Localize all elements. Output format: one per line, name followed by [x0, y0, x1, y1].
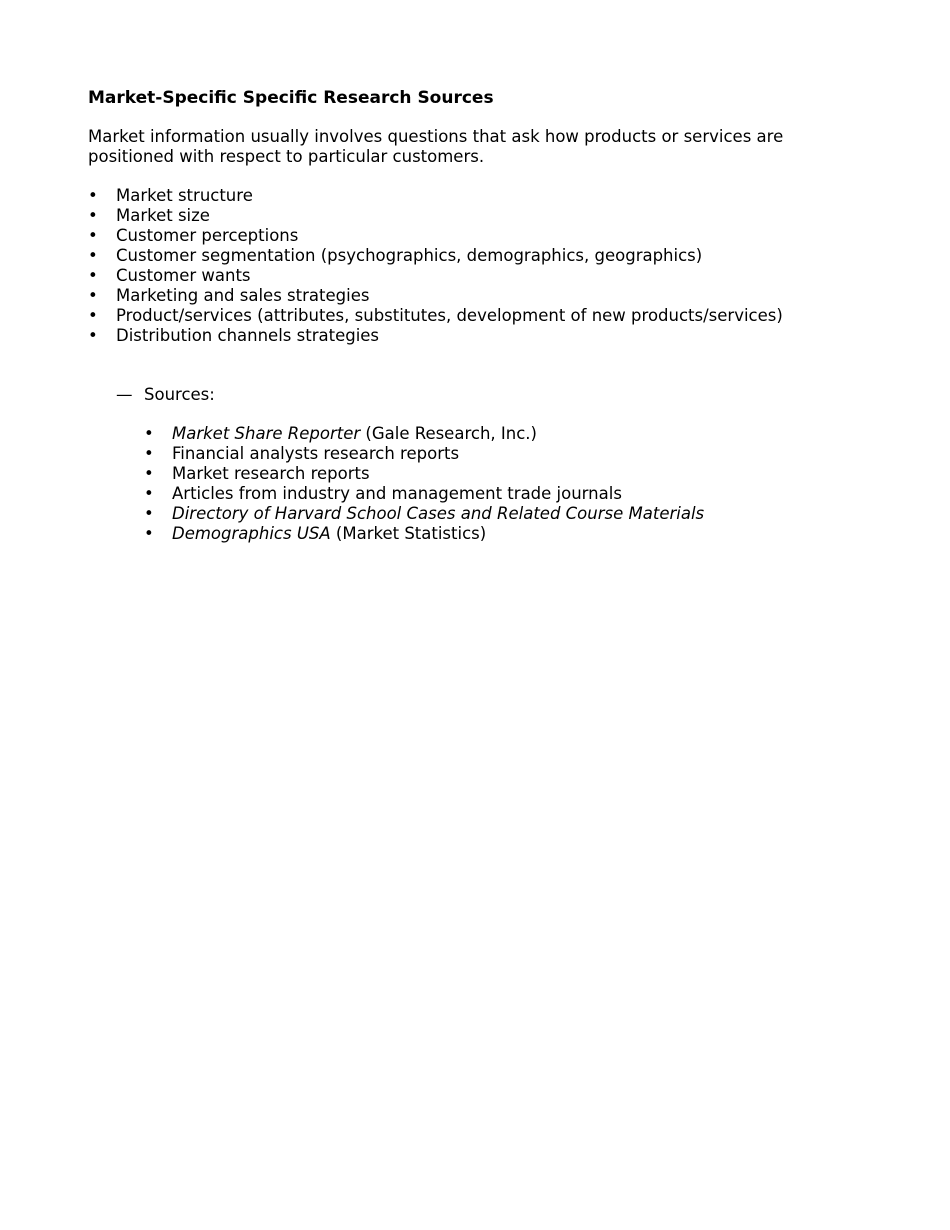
list-item — [88, 266, 868, 286]
sources-heading — [116, 385, 868, 405]
list-item — [144, 484, 868, 504]
list-item — [88, 306, 868, 326]
source-title-italic: Directory of Harvard School Cases and Related Course Materials — [172, 504, 705, 523]
topic-text: Market structure — [116, 186, 253, 205]
list-item — [144, 424, 868, 444]
topic-text: Customer segmentation (psychographics, demographics, geographics) — [116, 246, 703, 265]
source-title-italic: Demographics USA — [172, 524, 331, 543]
sources-label: Sources: — [144, 385, 215, 404]
source-text: (Gale Research, Inc.) — [360, 424, 537, 443]
list-item — [144, 444, 868, 464]
bullet-icon: • — [88, 246, 98, 265]
topic-text: Marketing and sales strategies — [116, 286, 370, 305]
bullet-icon: • — [88, 306, 98, 325]
list-item — [88, 206, 868, 226]
list-item — [88, 246, 868, 266]
source-title-italic: Market Share Reporter — [172, 424, 361, 443]
source-text: (Market Statistics) — [330, 524, 487, 543]
source-text: Articles from industry and management trade journals — [172, 484, 622, 503]
topic-text: Market size — [116, 206, 210, 225]
topic-text: Customer wants — [116, 266, 251, 285]
sources-section — [116, 385, 868, 544]
bullet-icon: • — [144, 504, 154, 523]
dash-icon: — — [116, 385, 133, 404]
bullet-icon: • — [88, 266, 98, 285]
bullet-icon: • — [144, 464, 154, 483]
bullet-icon: • — [144, 524, 154, 543]
list-item — [88, 326, 868, 346]
bullet-icon: • — [88, 326, 98, 345]
document-page — [88, 87, 868, 544]
source-text: Market research reports — [172, 464, 370, 483]
topic-text: Distribution channels strategies — [116, 326, 380, 345]
document-title: Market-Specific Specific Research Sources — [88, 88, 494, 108]
list-item — [88, 186, 868, 206]
list-item — [144, 524, 868, 544]
bullet-icon: • — [88, 286, 98, 305]
source-text: Financial analysts research reports — [172, 444, 460, 463]
topic-text: Customer perceptions — [116, 226, 299, 245]
list-item — [144, 464, 868, 484]
sources-list — [144, 424, 868, 544]
intro-paragraph: Market information usually involves questions that ask how products or services are positioned with respect to particular customers. — [88, 127, 784, 166]
bullet-icon: • — [88, 226, 98, 245]
list-item — [144, 504, 868, 524]
bullet-icon: • — [144, 444, 154, 463]
list-item — [88, 286, 868, 306]
bullet-icon: • — [144, 484, 154, 503]
bullet-icon: • — [144, 424, 154, 443]
topic-text: Product/services (attributes, substitutes, development of new products/services) — [116, 306, 783, 325]
topic-list — [88, 186, 868, 346]
bullet-icon: • — [88, 206, 98, 225]
bullet-icon: • — [88, 186, 98, 205]
list-item — [88, 226, 868, 246]
